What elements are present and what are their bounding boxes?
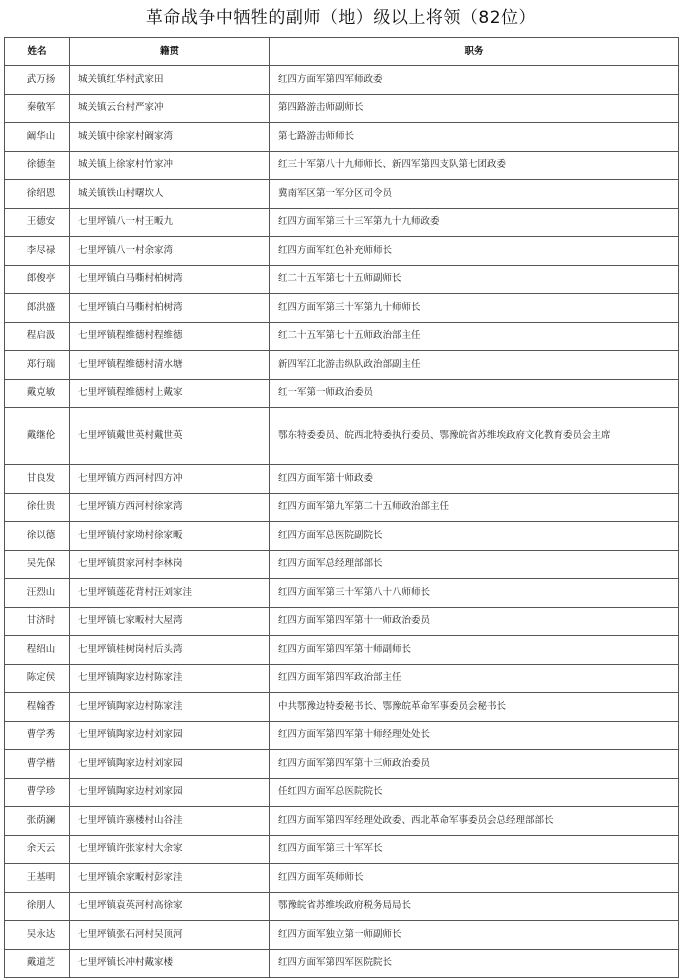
cell-name: 吴先保 xyxy=(5,550,70,579)
cell-origin: 七里坪镇许张家村大余家 xyxy=(70,835,270,864)
cell-name: 徐朋人 xyxy=(5,892,70,921)
cell-post: 红四方面军第九军第二十五师政治部主任 xyxy=(270,493,679,522)
cell-name: 郑行瑞 xyxy=(5,351,70,380)
cell-name: 李尽禄 xyxy=(5,237,70,266)
cell-post: 红四方面军总医院副院长 xyxy=(270,522,679,551)
cell-name: 曹学秀 xyxy=(5,721,70,750)
table-row xyxy=(5,465,679,494)
cell-post: 红四方面军第三十军军长 xyxy=(270,835,679,864)
cell-post: 红四方面军英师师长 xyxy=(270,864,679,893)
cell-origin: 七里坪镇莲花背村汪刘家洼 xyxy=(70,579,270,608)
table-row xyxy=(5,66,679,95)
cell-origin: 七里坪镇八一村王畈九 xyxy=(70,208,270,237)
table-row xyxy=(5,892,679,921)
cell-origin: 七里坪镇许寨楼村山谷洼 xyxy=(70,807,270,836)
cell-post: 红四方面军总经理部部长 xyxy=(270,550,679,579)
cell-post: 红四方面军第四军医院院长 xyxy=(270,949,679,978)
table-row xyxy=(5,322,679,351)
table-row xyxy=(5,607,679,636)
cell-post: 红四方面军独立第一师副师长 xyxy=(270,921,679,950)
cell-origin: 七里坪镇陶家边村刘家园 xyxy=(70,750,270,779)
table-row xyxy=(5,550,679,579)
cell-origin: 七里坪镇方西河村徐家湾 xyxy=(70,493,270,522)
cell-name: 戴继伦 xyxy=(5,408,70,465)
table-row xyxy=(5,750,679,779)
cell-name: 陈定侯 xyxy=(5,664,70,693)
cell-post: 鄂豫皖省苏维埃政府税务局局长 xyxy=(270,892,679,921)
table-row xyxy=(5,949,679,978)
cell-origin: 城关镇中徐家村阚家湾 xyxy=(70,123,270,152)
cell-origin: 七里坪镇袁英河村高徐家 xyxy=(70,892,270,921)
cell-name: 甘良发 xyxy=(5,465,70,494)
cell-name: 戴道芝 xyxy=(5,949,70,978)
cell-post: 红二十五军第七十五师副师长 xyxy=(270,265,679,294)
table-row xyxy=(5,151,679,180)
document-title: 革命战争中牺牲的副师（地）级以上将领（82位） xyxy=(145,8,537,28)
cell-post: 第七路游击师师长 xyxy=(270,123,679,152)
table-row xyxy=(5,237,679,266)
header-name: 姓名 xyxy=(5,38,70,66)
cell-origin: 城关镇红华村武家田 xyxy=(70,66,270,95)
cell-origin: 七里坪镇张石河村吴顶河 xyxy=(70,921,270,950)
cell-name: 戴克敏 xyxy=(5,379,70,408)
cell-name: 程启汲 xyxy=(5,322,70,351)
cell-name: 曹学楷 xyxy=(5,750,70,779)
table-row xyxy=(5,408,679,465)
cell-name: 曹学珍 xyxy=(5,778,70,807)
table-row xyxy=(5,636,679,665)
cell-name: 王德安 xyxy=(5,208,70,237)
cell-post: 中共鄂豫边特委秘书长、鄂豫皖革命军事委员会秘书长 xyxy=(270,693,679,722)
cell-name: 徐以德 xyxy=(5,522,70,551)
table-header-row xyxy=(5,38,679,66)
cell-post: 红四方面军第十师政委 xyxy=(270,465,679,494)
table-row xyxy=(5,493,679,522)
cell-origin: 七里坪镇陶家边村刘家园 xyxy=(70,778,270,807)
cell-name: 徐仕贵 xyxy=(5,493,70,522)
table-row xyxy=(5,265,679,294)
cell-name: 程翰香 xyxy=(5,693,70,722)
table-row xyxy=(5,864,679,893)
cell-origin: 七里坪镇程维德村上戴家 xyxy=(70,379,270,408)
cell-name: 秦敬军 xyxy=(5,94,70,123)
table-row xyxy=(5,664,679,693)
cell-origin: 城关镇云台村严家冲 xyxy=(70,94,270,123)
table-row xyxy=(5,807,679,836)
cell-origin: 七里坪镇陶家边村刘家园 xyxy=(70,721,270,750)
cell-origin: 城关镇上徐家村竹家冲 xyxy=(70,151,270,180)
cell-post: 冀南军区第一军分区司令员 xyxy=(270,180,679,209)
cell-origin: 七里坪镇程维德村清水塘 xyxy=(70,351,270,380)
cell-name: 余天云 xyxy=(5,835,70,864)
table-row xyxy=(5,294,679,323)
cell-origin: 七里坪镇程维德村程维德 xyxy=(70,322,270,351)
cell-origin: 七里坪镇白马嘶村柏树湾 xyxy=(70,294,270,323)
cell-post: 红二十五军第七十五师政治部主任 xyxy=(270,322,679,351)
table-row xyxy=(5,123,679,152)
cell-origin: 七里坪镇七家畈村大屋湾 xyxy=(70,607,270,636)
cell-name: 甘济时 xyxy=(5,607,70,636)
table-row xyxy=(5,522,679,551)
header-origin: 籍贯 xyxy=(70,38,270,66)
cell-name: 吴永达 xyxy=(5,921,70,950)
cell-origin: 七里坪镇付家坳村徐家畈 xyxy=(70,522,270,551)
table-row xyxy=(5,379,679,408)
cell-name: 徐德奎 xyxy=(5,151,70,180)
cell-name: 郎洪盛 xyxy=(5,294,70,323)
table-row xyxy=(5,180,679,209)
cell-post: 红四方面军第三十三军第九十九师政委 xyxy=(270,208,679,237)
cell-post: 红四方面军第四军师政委 xyxy=(270,66,679,95)
cell-post: 红四方面军第四军第十师经理处处长 xyxy=(270,721,679,750)
cell-origin: 七里坪镇方西河村四方冲 xyxy=(70,465,270,494)
table-row xyxy=(5,835,679,864)
cell-post: 鄂东特委委员、皖西北特委执行委员、鄂豫皖省苏维埃政府文化教育委员会主席 xyxy=(270,408,679,465)
cell-origin: 七里坪镇陶家边村陈家洼 xyxy=(70,664,270,693)
cell-post: 红三十军第八十九师师长、新四军第四支队第七团政委 xyxy=(270,151,679,180)
table-row xyxy=(5,921,679,950)
cell-post: 红四方面军第三十军第八十八师师长 xyxy=(270,579,679,608)
table-row xyxy=(5,693,679,722)
cell-origin: 城关镇铁山村曙坎人 xyxy=(70,180,270,209)
cell-origin: 七里坪镇贯家河村李林岗 xyxy=(70,550,270,579)
cell-name: 武万扬 xyxy=(5,66,70,95)
cell-post: 红四方面军第四军政治部主任 xyxy=(270,664,679,693)
cell-post: 红四方面军第四军经理处政委、西北革命军事委员会总经理部部长 xyxy=(270,807,679,836)
cell-origin: 七里坪镇桂树岗村后头湾 xyxy=(70,636,270,665)
cell-post: 新四军江北游击纵队政治部副主任 xyxy=(270,351,679,380)
cell-name: 程绍山 xyxy=(5,636,70,665)
cell-name: 郎俊亭 xyxy=(5,265,70,294)
cell-name: 汪烈山 xyxy=(5,579,70,608)
header-post: 职务 xyxy=(270,38,679,66)
cell-origin: 七里坪镇长冲村戴家楼 xyxy=(70,949,270,978)
cell-origin: 七里坪镇陶家边村陈家洼 xyxy=(70,693,270,722)
table-row xyxy=(5,208,679,237)
cell-origin: 七里坪镇余家畈村彭家洼 xyxy=(70,864,270,893)
table-row xyxy=(5,351,679,380)
cell-name: 阚华山 xyxy=(5,123,70,152)
cell-name: 徐绍恩 xyxy=(5,180,70,209)
generals-table xyxy=(4,37,679,978)
cell-post: 第四路游击师副师长 xyxy=(270,94,679,123)
cell-post: 红四方面军第三十军第九十师师长 xyxy=(270,294,679,323)
cell-origin: 七里坪镇白马嘶村柏树湾 xyxy=(70,265,270,294)
table-row xyxy=(5,721,679,750)
cell-name: 张荫澜 xyxy=(5,807,70,836)
cell-post: 红一军第一师政治委员 xyxy=(270,379,679,408)
cell-origin: 七里坪镇戴世英村戴世英 xyxy=(70,408,270,465)
table-row xyxy=(5,579,679,608)
cell-post: 任红四方面军总医院院长 xyxy=(270,778,679,807)
cell-origin: 七里坪镇八一村余家湾 xyxy=(70,237,270,266)
cell-post: 红四方面军第四军第十师副师长 xyxy=(270,636,679,665)
table-row xyxy=(5,94,679,123)
cell-post: 红四方面军红色补充师师长 xyxy=(270,237,679,266)
table-row xyxy=(5,778,679,807)
cell-post: 红四方面军第四军第十三师政治委员 xyxy=(270,750,679,779)
cell-name: 王基明 xyxy=(5,864,70,893)
cell-post: 红四方面军第四军第十一师政治委员 xyxy=(270,607,679,636)
